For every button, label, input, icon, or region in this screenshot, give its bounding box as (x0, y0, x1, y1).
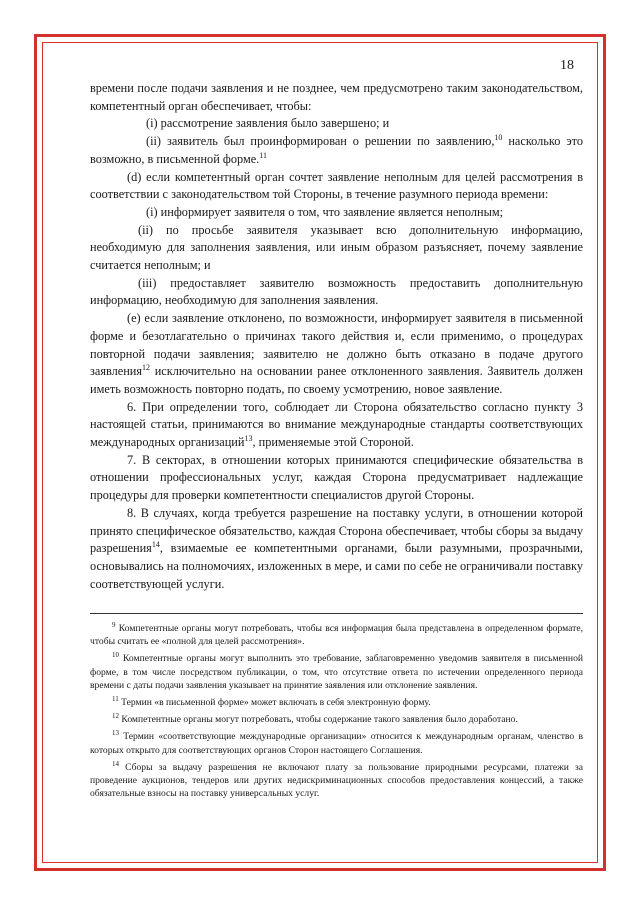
footnote-text: Сборы за выдачу разрешения не включают плату за пользование природными ресурсами, платежи за проведение аукционов, тендеров или других недискриминационных способов предоставления концессий, а также обязательные взносы на поставку универсальных услуг. (90, 761, 583, 800)
page-number: 18 (560, 58, 574, 73)
paragraph-text: 6. При определении того, соблюдает ли Сторона обязательство согласно пункту 3 настоящей статьи, принимаются во внимание международные стандарты соответствующих международных организаций (90, 399, 583, 450)
body-paragraph (90, 452, 583, 505)
footnote-reference[interactable]: 11 (259, 150, 267, 160)
paragraph-text: (iii) предоставляет заявителю возможность предоставить дополнительную информацию, необходимую для заполнения заявления. (90, 275, 583, 308)
footnote-text: Термин «в письменной форме» может включать в себя электронную форму. (118, 697, 431, 709)
footnote-text: Компетентные органы могут потребовать, чтобы содержание такого заявления было доработано. (119, 714, 518, 726)
body-text (90, 80, 583, 593)
footnote-text: Термин «соответствующие международные организации» относится к международным органам, членство в которых открыто для соответствующих органов Сторон настоящего Соглашения. (90, 731, 583, 756)
paragraph-text: (i) информирует заявителя о том, что заявление является неполным; (146, 204, 504, 219)
body-paragraph (90, 169, 583, 204)
footnote-number: 13 (112, 729, 119, 738)
footnote (90, 761, 583, 801)
footnote-reference[interactable]: 12 (142, 363, 151, 373)
footnote-reference[interactable]: 14 (151, 540, 160, 550)
paragraph-text: исключительно на основании ранее отклоненного заявления. Заявитель должен иметь возможность повторно подать, по своему усмотрению, новое заявление. (90, 364, 583, 396)
paragraph-text: , взимаемые ее компетентными органами, были разумными, прозрачными, основывались на полномочиях, изложенных в мере, и сами по себе не ограничивали поставку соответствующей услуги. (90, 541, 583, 591)
paragraph-text: (i) рассмотрение заявления было завершено; и (146, 116, 390, 131)
paragraph-text: (e) если заявление отклонено, по возможности, информирует заявителя в письменной форме и безотлагательно о причинах такого действия и, если применимо, о процедурах повторной подачи заявления; заявителю не должно быть отказано в подаче другого заявления (90, 311, 583, 379)
paragraph-text: , применяемые этой Стороной. (252, 435, 414, 450)
footnote-number: 11 (112, 695, 119, 704)
body-paragraph (90, 275, 583, 310)
body-paragraph (90, 133, 583, 168)
body-paragraph (90, 115, 583, 133)
body-paragraph (90, 222, 583, 275)
paragraph-text: (ii) заявитель был проинформирован о решении по заявлению, (146, 134, 495, 149)
footnote-text: Компетентные органы могут выполнить это требование, заблаговременно уведомив заявителя в письменной форме, в том числе посредством публикации, о том, что отсутствие ответа по истечении определенного периода времени с даты подачи заявления указывает на принятие заявления или отклонение заявления. (90, 653, 583, 691)
paragraph-text: 8. В случаях, когда требуется разрешение на поставку услуги, в отношении которой принято специфическое обязательство, каждая Сторона обеспечивает, чтобы сборы за выдачу разрешения (90, 505, 583, 556)
footnote (90, 730, 583, 756)
footnote-reference[interactable]: 13 (244, 434, 253, 444)
paragraph-text: 7. В секторах, в отношении которых принимаются специфические обязательства в отношении профессиональных услуг, каждая Сторона предусматривает надлежащие процедуры для проверки компетентности специалистов другой Стороны. (90, 452, 583, 503)
paragraph-text: (d) если компетентный орган сочтет заявление неполным для целей рассмотрения в соответствии с законодательством той Стороны, в течение разумного периода времени: (90, 169, 583, 202)
footnote-number: 14 (112, 759, 119, 768)
paragraph-text: насколько это возможно, в письменной форме. (90, 134, 583, 166)
footnote (90, 622, 583, 648)
footnote-number: 10 (112, 651, 119, 660)
body-paragraph (90, 80, 583, 115)
footnote-reference[interactable]: 10 (494, 133, 503, 143)
footnote (90, 652, 583, 692)
paragraph-text: времени после подачи заявления и не позднее, чем предусмотрено таким законодательством, компетентный орган обеспечивает, чтобы: (90, 81, 583, 113)
paragraph-text: (ii) по просьбе заявителя указывает всю дополнительную информацию, необходимую для заполнения заявления, или иным образом разъясняет, почему заявление считается неполным; и (90, 222, 583, 273)
footnote-separator (90, 613, 583, 614)
footnote-text: Компетентные органы могут потребовать, чтобы вся информация была представлена в определенном формате, чтобы считать ее «полной для целей рассмотрения». (90, 623, 583, 648)
body-paragraph (90, 204, 583, 222)
body-paragraph (90, 505, 583, 594)
footnote-number: 12 (112, 712, 119, 721)
body-paragraph (90, 310, 583, 399)
footnotes (90, 622, 583, 804)
body-paragraph (90, 399, 583, 452)
footnote-number: 9 (112, 621, 116, 629)
footnote (90, 713, 583, 726)
footnote (90, 696, 583, 709)
